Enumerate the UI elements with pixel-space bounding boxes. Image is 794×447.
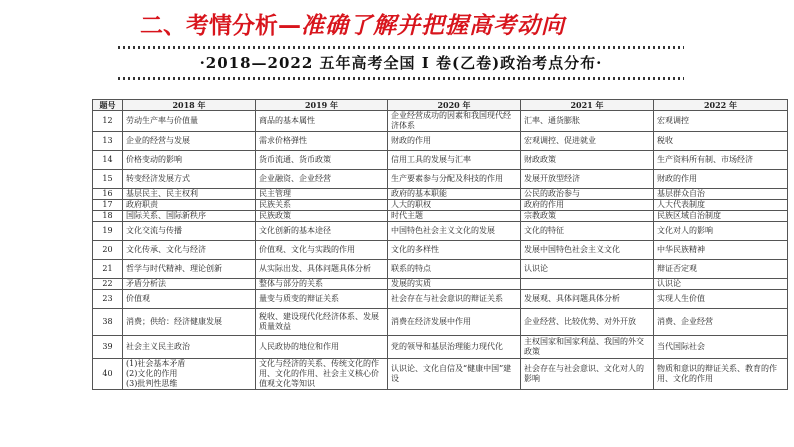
topic-cell: 矛盾分析法 — [123, 279, 256, 290]
topic-cell: 人民政协的地位和作用 — [256, 336, 388, 359]
topic-cell: 公民的政治参与 — [521, 189, 654, 200]
topic-cell: 文化的特征 — [521, 222, 654, 241]
topic-cell: 认识论、文化自信及“健康中国”建设 — [388, 359, 521, 390]
topic-cell: 价值观 — [123, 290, 256, 309]
section-heading — [140, 6, 565, 40]
topic-cell: 主权国家和国家利益、我国的外交政策 — [521, 336, 654, 359]
topic-cell: 宗教政策 — [521, 211, 654, 222]
table-row — [93, 111, 788, 132]
topic-cell: 货币流通、货币政策 — [256, 151, 388, 170]
topic-cell: 实现人生价值 — [654, 290, 788, 309]
topic-cell: 文化交流与传播 — [123, 222, 256, 241]
table-row — [93, 290, 788, 309]
table-row — [93, 170, 788, 189]
question-number-cell: 20 — [93, 241, 123, 260]
table-row — [93, 189, 788, 200]
topic-cell: 基层民主、民主权利 — [123, 189, 256, 200]
table-header-row — [93, 100, 788, 111]
header-year-3: 2020 年 — [388, 100, 521, 111]
topic-cell: 汇率、通货膨胀 — [521, 111, 654, 132]
topic-cell: 文化创新的基本途径 — [256, 222, 388, 241]
topic-cell: 发展的实质 — [388, 279, 521, 290]
table-title: ·2018—2022 五年高考全国 I 卷(乙卷)政治考点分布· — [199, 54, 603, 72]
topic-cell: 财政的作用 — [654, 170, 788, 189]
table-row — [93, 279, 788, 290]
topic-cell: 财政政策 — [521, 151, 654, 170]
question-number-cell: 39 — [93, 336, 123, 359]
table-body — [93, 111, 788, 390]
topic-cell: 信用工具的发展与汇率 — [388, 151, 521, 170]
table-row — [93, 241, 788, 260]
cell-line: (2)文化的作用 — [126, 369, 178, 378]
topic-cell: 消费；供给：经济健康发展 — [123, 309, 256, 336]
table-row — [93, 260, 788, 279]
question-number-cell: 19 — [93, 222, 123, 241]
table-row — [93, 211, 788, 222]
topic-cell: 发展观、具体问题具体分析 — [521, 290, 654, 309]
topic-cell: 企业的经营与发展 — [123, 132, 256, 151]
topic-cell: 人大的职权 — [388, 200, 521, 211]
topic-cell: 从实际出发、具体问题具体分析 — [256, 260, 388, 279]
question-number-cell: 23 — [93, 290, 123, 309]
topic-cell: 时代主题 — [388, 211, 521, 222]
topic-cell: 中国特色社会主义文化的发展 — [388, 222, 521, 241]
topic-cell: 量变与质变的辩证关系 — [256, 290, 388, 309]
dotted-divider-bottom — [118, 77, 684, 80]
table-title-band — [118, 46, 684, 80]
dotted-divider-top — [118, 46, 684, 49]
topic-cell: 整体与部分的关系 — [256, 279, 388, 290]
topic-cell: 劳动生产率与价值量 — [123, 111, 256, 132]
cell-line: (1)社会基本矛盾 — [126, 359, 186, 368]
topic-cell: 民主管理 — [256, 189, 388, 200]
topic-cell: 转变经济发展方式 — [123, 170, 256, 189]
topic-cell: 消费在经济发展中作用 — [388, 309, 521, 336]
topic-cell: 文化的多样性 — [388, 241, 521, 260]
table-row — [93, 132, 788, 151]
topic-cell: 价格变动的影响 — [123, 151, 256, 170]
topic-cell: 宏观调控 — [654, 111, 788, 132]
question-number-cell: 12 — [93, 111, 123, 132]
header-year-1: 2018 年 — [123, 100, 256, 111]
question-number-cell: 38 — [93, 309, 123, 336]
header-question-number: 题号 — [93, 100, 123, 111]
question-number-cell: 17 — [93, 200, 123, 211]
topic-cell: 生产要素参与分配及科技的作用 — [388, 170, 521, 189]
exam-topics-table — [92, 99, 788, 390]
topic-cell: 企业经营、比较优势、对外开放 — [521, 309, 654, 336]
topic-cell: 发展中国特色社会主义文化 — [521, 241, 654, 260]
table-row — [93, 309, 788, 336]
header-year-4: 2021 年 — [521, 100, 654, 111]
table-row — [93, 359, 788, 390]
topic-cell — [521, 279, 654, 290]
topic-cell: 税收、建设现代化经济体系、发展质量效益 — [256, 309, 388, 336]
topic-cell: 民族关系 — [256, 200, 388, 211]
topic-cell: 政府职责 — [123, 200, 256, 211]
header-year-5: 2022 年 — [654, 100, 788, 111]
topic-cell: 基层群众自治 — [654, 189, 788, 200]
topic-cell: 民族政策 — [256, 211, 388, 222]
topic-cell: 国际关系、国际新秩序 — [123, 211, 256, 222]
topic-cell: 宏观调控、促进就业 — [521, 132, 654, 151]
header-year-2: 2019 年 — [256, 100, 388, 111]
question-number-cell: 13 — [93, 132, 123, 151]
topic-cell: 价值观、文化与实践的作用 — [256, 241, 388, 260]
topic-cell: 认识论 — [654, 279, 788, 290]
cell-line: (3)批判性思维 — [126, 379, 178, 388]
topic-cell: 税收 — [654, 132, 788, 151]
table-row — [93, 151, 788, 170]
topic-cell: 联系的特点 — [388, 260, 521, 279]
question-number-cell: 22 — [93, 279, 123, 290]
heading-script-text: 准确了解并把握高考动向 — [301, 11, 565, 39]
topic-cell: 党的领导和基层治理能力现代化 — [388, 336, 521, 359]
topic-cell: 哲学与时代精神、理论创新 — [123, 260, 256, 279]
question-number-cell: 16 — [93, 189, 123, 200]
topic-cell: 辩证否定观 — [654, 260, 788, 279]
topic-cell: 政府的作用 — [521, 200, 654, 211]
table-row — [93, 336, 788, 359]
topic-cell: 认识论 — [521, 260, 654, 279]
question-number-cell: 18 — [93, 211, 123, 222]
question-number-cell: 21 — [93, 260, 123, 279]
topic-cell: 发展开放型经济 — [521, 170, 654, 189]
topic-cell: 生产资料所有制、市场经济 — [654, 151, 788, 170]
topic-cell: 物质和意识的辩证关系、教育的作用、文化的作用 — [654, 359, 788, 390]
topic-cell: 文化对人的影响 — [654, 222, 788, 241]
topic-cell: 消费、企业经营 — [654, 309, 788, 336]
topic-cell: 人大代表制度 — [654, 200, 788, 211]
topic-cell — [123, 359, 256, 390]
question-number-cell: 15 — [93, 170, 123, 189]
topic-cell: 中华民族精神 — [654, 241, 788, 260]
topic-cell: 社会存在与社会意识的辩证关系 — [388, 290, 521, 309]
table-row — [93, 222, 788, 241]
topic-cell: 文化与经济的关系、传统文化的作用、文化的作用、社会主义核心价值观文化等知识 — [256, 359, 388, 390]
topic-cell: 民族区域自治制度 — [654, 211, 788, 222]
topic-cell: 商品的基本属性 — [256, 111, 388, 132]
topic-cell: 文化传承、文化与经济 — [123, 241, 256, 260]
topic-cell: 企业经营成功的因素和我国现代经济体系 — [388, 111, 521, 132]
topic-cell: 政府的基本职能 — [388, 189, 521, 200]
topic-cell: 社会存在与社会意识、文化对人的影响 — [521, 359, 654, 390]
topic-cell: 社会主义民主政治 — [123, 336, 256, 359]
question-number-cell: 40 — [93, 359, 123, 390]
topic-cell: 企业融资、企业经营 — [256, 170, 388, 189]
topic-cell: 财政的作用 — [388, 132, 521, 151]
topic-cell: 需求价格弹性 — [256, 132, 388, 151]
topic-cell: 当代国际社会 — [654, 336, 788, 359]
table-row — [93, 200, 788, 211]
question-number-cell: 14 — [93, 151, 123, 170]
heading-prefix: 二、考情分析— — [140, 12, 301, 39]
